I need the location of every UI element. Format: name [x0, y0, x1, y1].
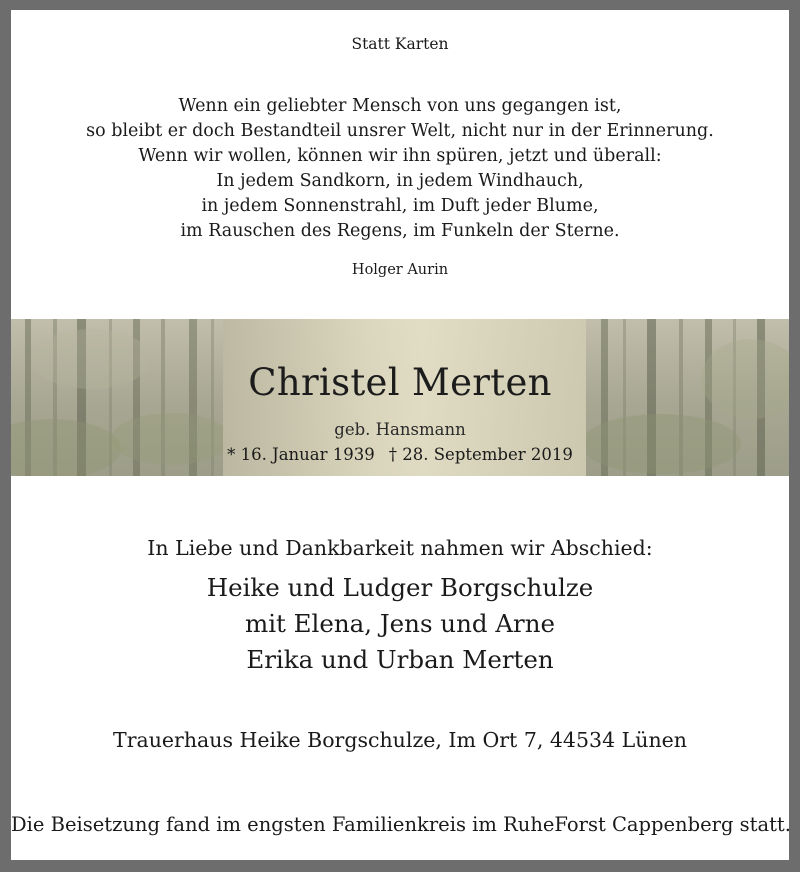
poem-author: Holger Aurin	[351, 262, 449, 278]
mourners-list	[11, 570, 789, 678]
burial-note: Die Beisetzung fand im engsten Familienkreis im RuheForst Cappenberg statt.	[11, 813, 791, 836]
poem	[11, 94, 789, 244]
mourner-line: mit Elena, Jens und Arne	[244, 609, 556, 638]
poem-line: so bleibt er doch Bestandteil unsrer Welt, nicht nur in der Erinnerung.	[86, 121, 714, 141]
poem-line: Wenn ein geliebter Mensch von uns gegangen ist,	[178, 96, 622, 116]
mourners-intro: In Liebe und Dankbarkeit nahmen wir Abschied:	[147, 536, 653, 560]
maiden-name: geb. Hansmann	[334, 420, 466, 439]
death-date: † 28. September 2019	[388, 445, 573, 464]
life-dates	[11, 445, 789, 464]
poem-line: In jedem Sandkorn, in jedem Windhauch,	[216, 171, 584, 191]
forest-banner	[11, 319, 789, 476]
statt-karten-label: Statt Karten	[351, 35, 449, 53]
deceased-name: Christel Merten	[248, 361, 552, 404]
poem-line: im Rauschen des Regens, im Funkeln der Sterne.	[180, 221, 620, 241]
mourner-line: Erika und Urban Merten	[246, 645, 554, 674]
mourning-house-address: Trauerhaus Heike Borgschulze, Im Ort 7, 44534 Lünen	[113, 728, 687, 752]
mourner-line: Heike und Ludger Borgschulze	[206, 573, 594, 602]
birth-date: * 16. Januar 1939	[227, 445, 375, 464]
poem-line: in jedem Sonnenstrahl, im Duft jeder Blume,	[201, 196, 599, 216]
poem-line: Wenn wir wollen, können wir ihn spüren, jetzt und überall:	[138, 146, 662, 166]
